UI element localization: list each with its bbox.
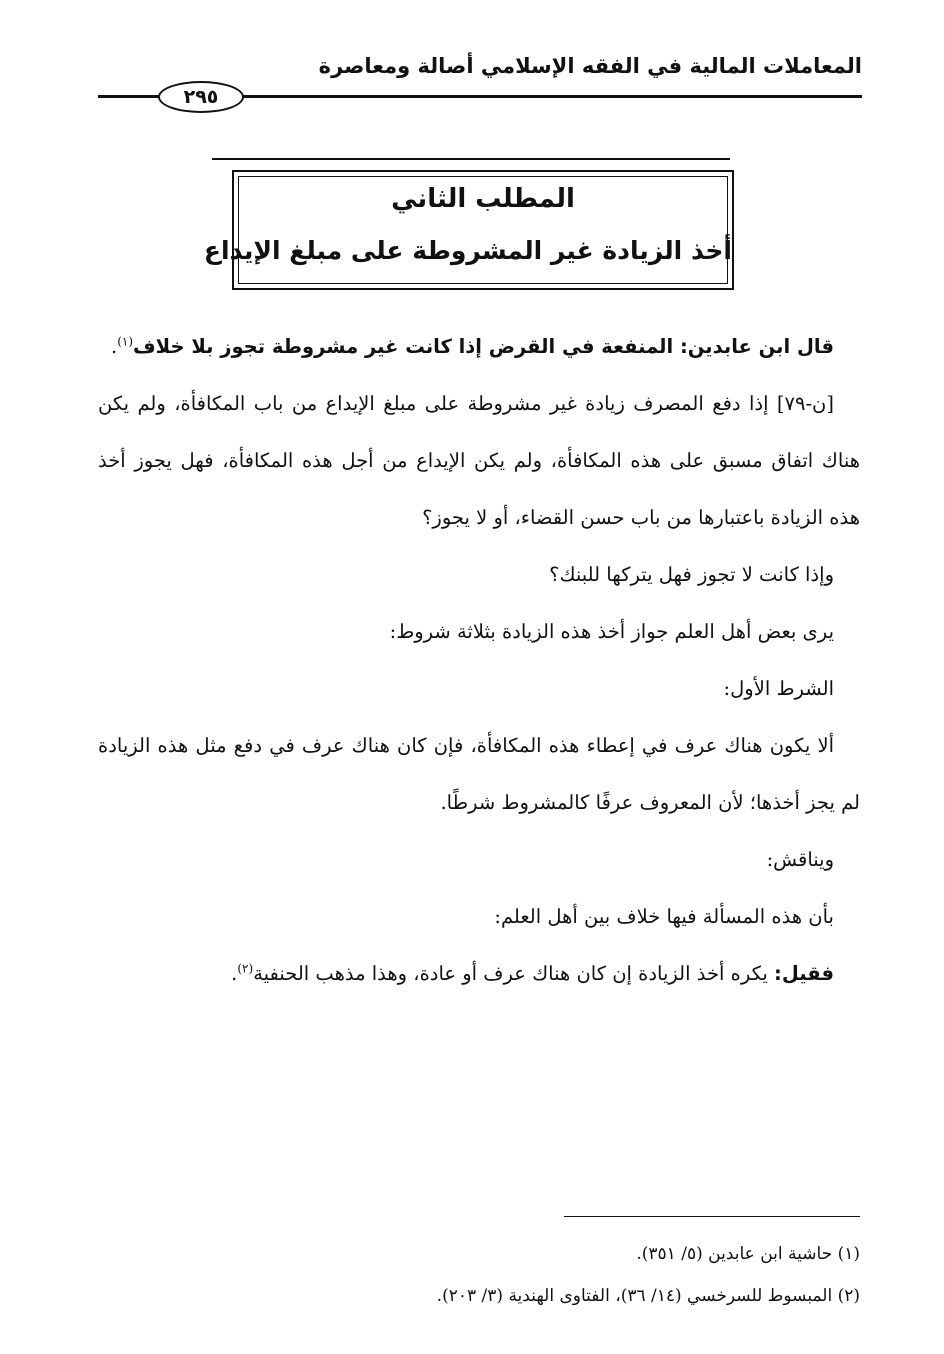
footnote-rule <box>564 1216 860 1217</box>
heading-first-condition: الشرط الأول: <box>723 677 834 700</box>
paragraph-end: . <box>110 335 118 358</box>
running-header-title: المعاملات المالية في الفقه الإسلامي أصالة ومعاصرة <box>318 54 862 78</box>
footnote-1: (١) حاشية ابن عابدين (٥/ ٣٥١). <box>636 1244 860 1264</box>
page-number: ٢٩٥ <box>158 81 244 113</box>
footnote-2: (٢) المبسوط للسرخسي (١٤/ ٣٦)، الفتاوى الهندية (٣/ ٢٠٣). <box>436 1286 860 1306</box>
paragraph-conditions-intro: يرى بعض أهل العلم جواز أخذ هذه الزيادة بثلاثة شروط: <box>389 620 834 643</box>
footnotes <box>98 1233 860 1317</box>
paragraph-ibn-abidin-quote <box>98 318 860 375</box>
paragraph-text: قال ابن عابدين: المنفعة في القرض إذا كانت غير مشروطة تجوز بلا خلاف <box>133 335 834 358</box>
paragraph-end: . <box>231 962 238 985</box>
section-title: المطلب الثاني <box>391 184 575 214</box>
paragraph-hanafi-view <box>98 945 860 1002</box>
section-title-box <box>203 170 734 290</box>
paragraph-first-condition: ألا يكون هناك عرف في إعطاء هذه المكافأة، فإن كان هناك عرف في دفع مثل هذه الزيادة لم يجز أخذها؛ لأن المعروف عرفًا كالمشروط شرطًا. <box>98 734 860 814</box>
section-top-rule <box>212 158 730 160</box>
paragraph-question: [ن-٧٩] إذا دفع المصرف زيادة غير مشروطة على مبلغ الإيداع من باب المكافأة، ولم يكن هناك اتفاق مسبق على هذه المكافأة، ولم يكن الإيداع من أجل هذه المكافأة، فهل يجوز أخذ هذه الزيادة باعتبارها من باب حسن القضاء، أو لا يجوز؟ <box>98 392 860 529</box>
paragraph-text: يكره أخذ الزيادة إن كان هناك عرف أو عادة، وهذا مذهب الحنفية <box>253 962 768 985</box>
heading-discussion: ويناقش: <box>766 848 834 871</box>
footnote-ref-2: (٢) <box>237 961 254 976</box>
paragraph-disagreement: بأن هذه المسألة فيها خلاف بين أهل العلم: <box>494 905 834 928</box>
paragraph-bank-question: وإذا كانت لا تجوز فهل يتركها للبنك؟ <box>549 563 834 586</box>
body-text <box>98 318 860 1002</box>
section-subtitle: أخذ الزيادة غير المشروطة على مبلغ الإيداع <box>203 236 732 265</box>
footnote-ref-1: (١) <box>117 334 134 349</box>
paragraph-lead: فقيل: <box>774 962 834 985</box>
